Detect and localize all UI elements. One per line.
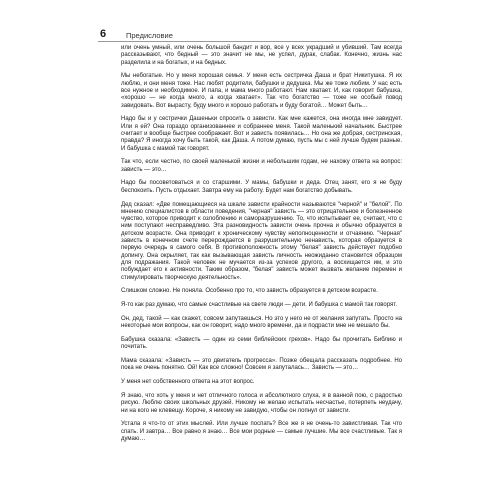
body-paragraph: Надо бы посоветоваться и со старшими. У мамы, бабушки и деда. Отец занят, его я не буду беспокоить. Пусть отдыхает. Завтра ему на работу. Будет нам богатство добывать. [121, 180, 402, 194]
body-paragraph: Бабушка сказала: «Зависть — один из семи библейских грехов». Надо бы прочитать Библию и почитать. [121, 337, 402, 351]
body-paragraph: Надо бы и у сестрички Дашеньки спросить о зависти. Как мне кажется, она иногда мне завидует. Или я ей? Она гораздо организованнее и собраннее меня. Такой маленький начальник. Быстрее считает и вообще быстрее соображает. Вот и зависть появилась… Но она же добрая, сестринская, правда? Я иногда хочу быть такой, как Даша. А потом думаю, пусть мы с ней лучше будем разные. И бабушка с мамой так говорят. [121, 116, 402, 152]
body-paragraph: Дед сказал: «Две помещающиеся на шкале зависти крайности называются "черной" и "белой". По мнению специалистов в области поведения, "черная" зависть — это отрицательное и болезненное чувство, которое приводит к озлоблению и саморазрушению. То, что испытывает ее, считает, что с ним поступают несправедливо. Эта разновидность зависти очень прочна и обычно образуется в детском возрасте. Она приводит к хроническому чувству неполноценности и отчаянию. "Черная" зависть в конечном счете перерождается в разрушительную ненависть, которая образуется в первую очередь в самого себя. В противоположность этому "белая" зависть действует подобно допингу. Она окрыляет, так как вызывающая зависть личность неожиданно становится образцом для подражания. Такой человек не мучается из-за успехов другого, а восхищается им, и это побуждает его к активности. Таким образом, "белая" зависть может вызвать желание перемен и стимулировать творческую деятельность». [121, 201, 402, 281]
page-number: 6 [100, 28, 107, 40]
body-paragraph: Я-то как раз думаю, что самые счастливые на свете люди — дети. И бабушка с мамой так говорят. [121, 302, 398, 309]
body-paragraph: Он, дед, такой — как скажет, совсем запутаешься. Но это у него не от желания запутать. Просто на некоторые мои вопросы, как он говорит, надо много времени, да и подрасти мне не мешало бы. [121, 315, 402, 330]
page-body [121, 45, 402, 443]
body-paragraph: Так что, если честно, по своей маленькой жизни и небольшим годам, не нахожу ответа на вопрос: зависть — это… [121, 159, 402, 173]
body-paragraph: или очень умный, или очень большой бандит и вор, все у всех украдший и убивший. Там всегда рассказывают, что бедный — это значит не мы, не успел, дурак, слабак. Конечно, жизнь нас разделила и на богатых, и на бедных. [121, 45, 402, 66]
body-paragraph: Мы небогатые. Но у меня хорошая семья. У меня есть сестричка Даша и брат Никитушка. Я их люблю, и они меня тоже. Нас любят родители, бабушки и дедушка. Мы же тоже любим. У нас есть все нужное и необходимое. И папа, и мама много работают. Нам хватает. И, как говорит бабушка, «хорошо — не когда много, а когда хватает». Так что богатство — тоже не особый повод завидовать. Вот вырасту, буду много и хорошо работать и буду богатой… Может быть… [121, 73, 402, 109]
page-header [100, 26, 400, 40]
body-paragraph: Слишком сложно. Не поняла. Особенно про то, что зависть образуется в детском возрасте. [121, 288, 378, 295]
body-paragraph: Устала я что-то от этих мыслей. Или лучше поспать? Все же я не очень-то завистливая. Так что спать. И завтра… Все равно я знаю… Все мои родные — самые лучшие. Мы все счастливые. Так я думаю… [121, 421, 402, 442]
running-head: Предисловие [126, 31, 173, 40]
body-paragraph: Мама сказала: «Зависть — это двигатель прогресса». Позже обещала рассказать подробнее. Но пока не очень понятно. Ой! Как все сложно! Совсем я запуталась… Зависть — это… [121, 358, 402, 372]
header-rule [98, 41, 402, 42]
body-paragraph: Я знаю, что хоть у меня и нет отличного голоса и абсолютного слуха, я в ванной пою, с радостью рисую. Люблю своих школьных друзей. Никому не желаю испытать несчастье, потерпеть неудачу, ни на кого не клевещу. Короче, я никому не завидую, чтобы он лопнул от зависти. [121, 392, 402, 414]
body-paragraph: У меня нет собственного ответа на этот вопрос. [121, 379, 255, 386]
